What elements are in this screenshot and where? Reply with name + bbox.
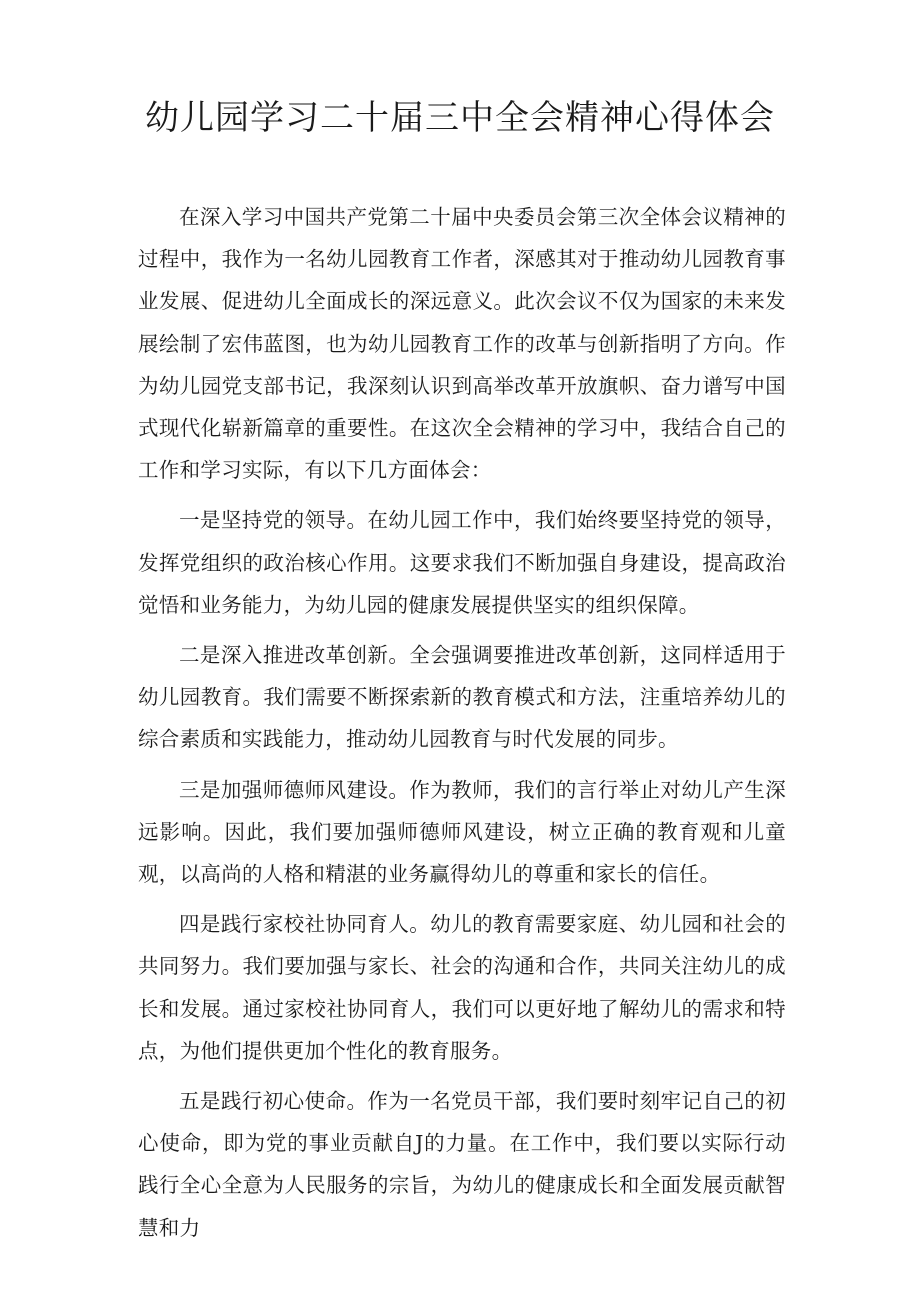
paragraph-point-1: 一是坚持党的领导。在幼儿园工作中，我们始终要坚持党的领导，发挥党组织的政治核心作用。这要求我们不断加强自身建设，提高政治觉悟和业务能力，为幼儿园的健康发展提供坚实的组织保障。 (138, 508, 786, 617)
document-title: 幼儿园学习二十届三中全会精神心得体会 (145, 98, 775, 138)
paragraph-point-2: 二是深入推进改革创新。全会强调要推进改革创新，这同样适用于幼儿园教育。我们需要不断探索新的教育模式和方法，注重培养幼儿的综合素质和实践能力，推动幼儿园教育与时代发展的同步。 (138, 643, 786, 752)
paragraph-point-3: 三是加强师德师风建设。作为教师，我们的言行举止对幼儿产生深远影响。因此，我们要加强师德师风建设，树立正确的教育观和儿童观，以高尚的人格和精湛的业务赢得幼儿的尊重和家长的信任。 (138, 777, 786, 887)
paragraph-point-4: 四是践行家校社协同育人。幼儿的教育需要家庭、幼儿园和社会的共同努力。我们要加强与家长、社会的沟通和合作，共同关注幼儿的成长和发展。通过家校社协同育人，我们可以更好地了解幼儿的需求和特点，为他们提供更加个性化的教育服务。 (138, 912, 786, 1063)
paragraph-intro: 在深入学习中国共产党第二十届中央委员会第三次全体会议精神的过程中，我作为一名幼儿园教育工作者，深感其对于推动幼儿园教育事业发展、促进幼儿全面成长的深远意义。此次会议不仅为国家的未来发展绘制了宏伟蓝图，也为幼儿园教育工作的改革与创新指明了方向。作为幼儿园党支部书记，我深刻认识到高举改革开放旗帜、奋力谱写中国式现代化崭新篇章的重要性。在这次全会精神的学习中，我结合自己的工作和学习实际，有以下几方面体会： (138, 205, 786, 483)
document-body (138, 196, 786, 1249)
paragraph-point-5: 五是践行初心使命。作为一名党员干部，我们要时刻牢记自己的初心使命，即为党的事业贡献自J的力量。在工作中，我们要以实际行动践行全心全意为人民服务的宗旨，为幼儿的健康成长和全面发展贡献智慧和力 (138, 1089, 786, 1240)
